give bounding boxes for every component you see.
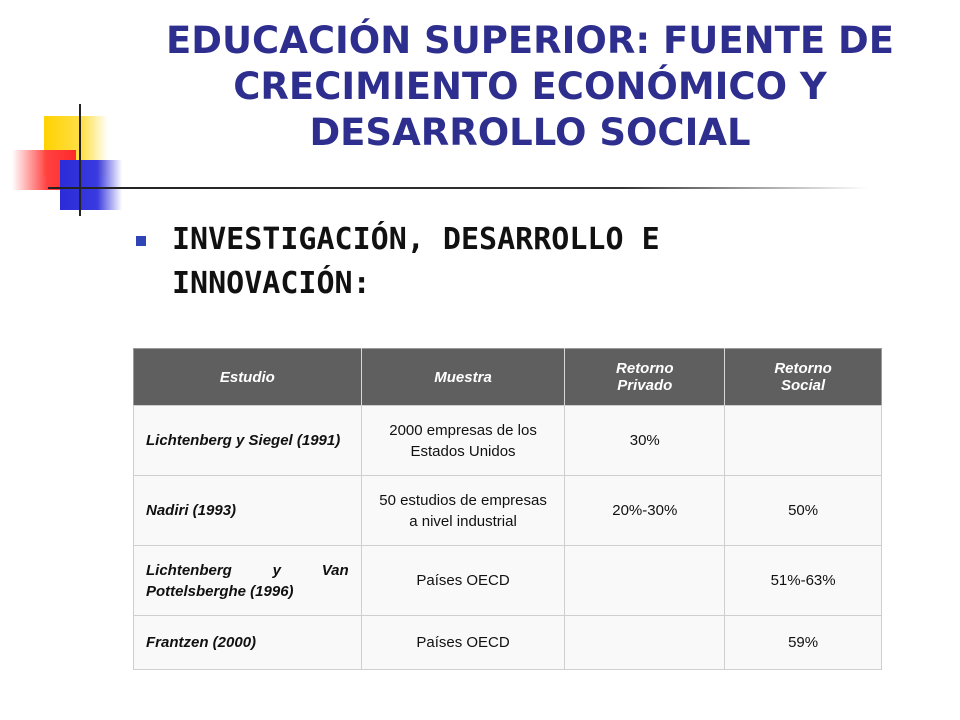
cell-retorno-social <box>725 406 882 476</box>
slide-title-line: DESARROLLO SOCIAL <box>309 111 751 154</box>
table-row <box>134 476 882 546</box>
cell-retorno-social: 50% <box>725 476 882 546</box>
header-muestra: Muestra <box>361 349 565 406</box>
header-retorno-privado <box>565 349 725 406</box>
cell-retorno-social: 59% <box>725 616 882 670</box>
slide-title-line: CRECIMIENTO ECONÓMICO Y <box>233 65 827 108</box>
decor-blue-square <box>60 160 122 210</box>
table-row <box>134 406 882 476</box>
bullet-text-line: INNOVACIÓN: <box>172 266 371 301</box>
cell-retorno-privado: 30% <box>565 406 725 476</box>
cell-muestra: 50 estudios de empresas a nivel industrial <box>361 476 565 546</box>
cell-muestra: Países OECD <box>361 546 565 616</box>
header-line: Privado <box>617 377 673 394</box>
cell-estudio: Lichtenberg y Van Pottelsberghe (1996) <box>134 546 362 616</box>
header-line: Social <box>780 377 826 394</box>
cell-muestra: 2000 empresas de los Estados Unidos <box>361 406 565 476</box>
cell-estudio: Lichtenberg y Siegel (1991) <box>134 406 362 476</box>
cell-retorno-social: 51%-63% <box>725 546 882 616</box>
cell-retorno-privado: 20%-30% <box>565 476 725 546</box>
decor-vertical-line <box>79 104 81 216</box>
bullet-square-icon <box>136 236 146 246</box>
bullet-text <box>172 218 892 306</box>
slide-title <box>120 18 940 156</box>
header-retorno-social <box>725 349 882 406</box>
table-row <box>134 616 882 670</box>
cell-estudio: Nadiri (1993) <box>134 476 362 546</box>
returns-table <box>133 348 882 670</box>
title-underline <box>48 187 868 189</box>
table-row <box>134 546 882 616</box>
cell-estudio: Frantzen (2000) <box>134 616 362 670</box>
bullet-text-line: INVESTIGACIÓN, DESARROLLO E <box>172 222 660 257</box>
table-header-row <box>134 349 882 406</box>
header-estudio: Estudio <box>134 349 362 406</box>
slide-title-line: EDUCACIÓN SUPERIOR: FUENTE DE <box>166 19 894 62</box>
cell-muestra: Países OECD <box>361 616 565 670</box>
header-line: Retorno <box>616 360 674 377</box>
cell-retorno-privado <box>565 546 725 616</box>
cell-retorno-privado <box>565 616 725 670</box>
header-line: Retorno <box>774 360 832 377</box>
